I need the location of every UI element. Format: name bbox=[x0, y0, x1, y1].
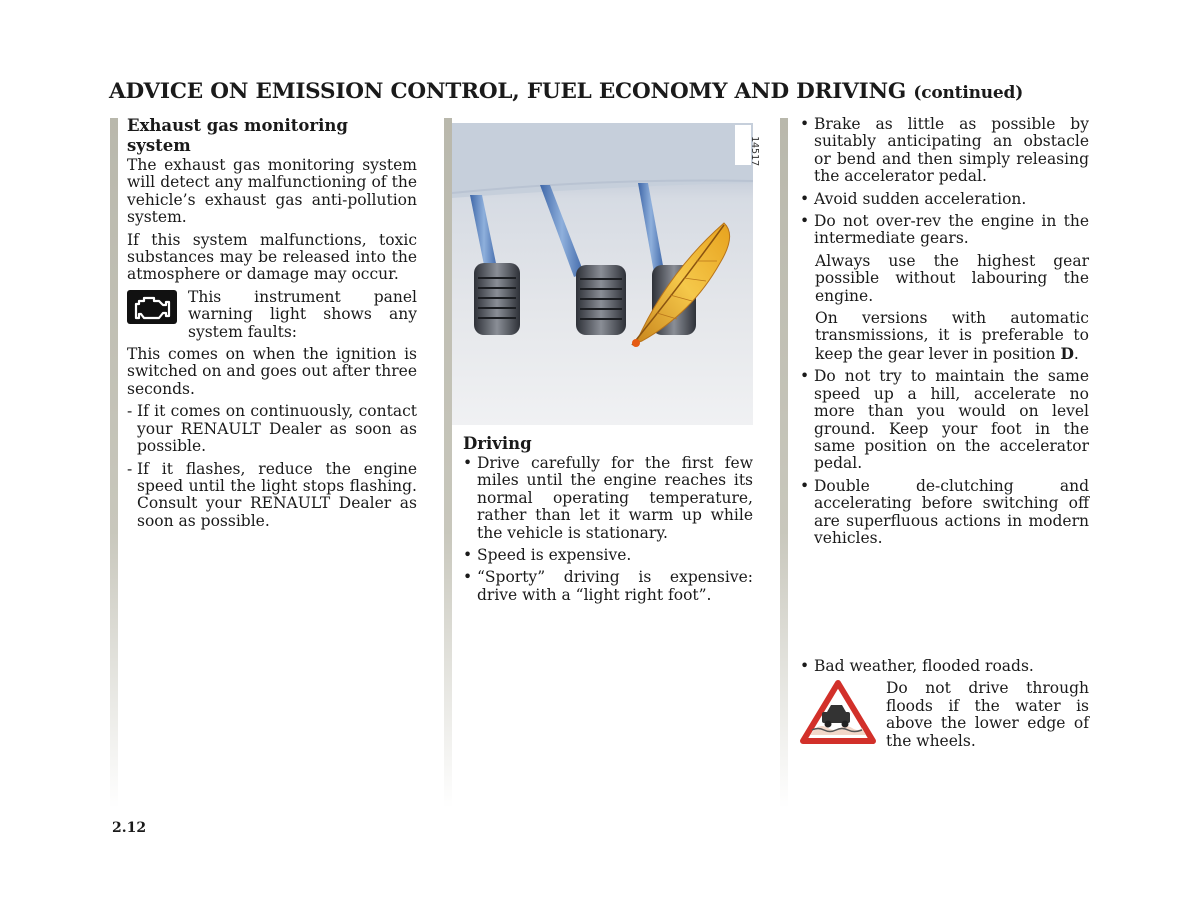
list-item: • “Sporty” driving is expensive: drive with a “light right foot”. bbox=[463, 568, 753, 604]
flood-warning-row bbox=[800, 680, 1089, 750]
paragraph: This comes on when the ignition is switched on and goes out after three seconds. bbox=[127, 345, 417, 398]
figure-code bbox=[738, 127, 760, 167]
section-heading-driving: Driving bbox=[463, 434, 532, 453]
list-item: • Do not try to maintain the same speed up a hill, accelerate no more than you would on level ground. Keep your foot in the same position on the accelerator pedal. bbox=[800, 367, 1089, 473]
pedals-feather-illustration bbox=[452, 123, 753, 425]
right-column-bottom bbox=[800, 658, 1089, 755]
list-item: • Brake as little as possible by suitably anticipating an obstacle or bend and then simply releasing the accelerator pedal. bbox=[800, 115, 1089, 186]
engine-warning-icon bbox=[127, 290, 177, 324]
list-item: • Avoid sudden acceleration. bbox=[800, 189, 1027, 208]
list-item: • Double de-clutching and accelerating before switching off are superfluous actions in modern vehicles. bbox=[800, 476, 1089, 547]
paragraph: Always use the highest gear possible without labouring the engine. bbox=[815, 251, 1089, 305]
column-bar-right bbox=[780, 118, 788, 808]
paragraph: On versions with automatic transmissions, it is preferable to keep the gear lever in position D. bbox=[815, 309, 1089, 363]
title-continued: (continued) bbox=[913, 83, 1024, 103]
right-column bbox=[800, 116, 1089, 552]
list-item: • Do not over-rev the engine in the intermediate gears. bbox=[800, 212, 1089, 248]
section-heading-exhaust: Exhaust gas monitoring system bbox=[127, 116, 348, 155]
list-item: • Speed is expensive. bbox=[463, 546, 632, 565]
page-number: 2.12 bbox=[112, 820, 147, 836]
column-bar-left bbox=[110, 118, 118, 808]
middle-column bbox=[463, 434, 753, 609]
warning-light-text: This instrument panel warning light shows any system faults: bbox=[188, 287, 417, 341]
left-column bbox=[127, 116, 417, 535]
title-main: ADVICE ON EMISSION CONTROL, FUEL ECONOMY AND DRIVING bbox=[109, 79, 907, 104]
paragraph: If this system malfunctions, toxic substances may be released into the atmosphere or damage may occur. bbox=[127, 230, 417, 284]
list-item: • Bad weather, flooded roads. bbox=[800, 657, 1034, 675]
column-bar-middle bbox=[444, 118, 452, 808]
list-item: - If it comes on continuously, contact your RENAULT Dealer as soon as possible. bbox=[127, 402, 417, 456]
paragraph: The exhaust gas monitoring system will detect any malfunctioning of the vehicle’s exhaust gas anti-pollution system. bbox=[127, 156, 417, 227]
warning-light-row bbox=[127, 289, 417, 341]
page-title bbox=[109, 79, 1109, 104]
flood-warning-icon bbox=[800, 680, 876, 744]
svg-text:14517: 14517 bbox=[749, 136, 760, 167]
list-item: - If it flashes, reduce the engine speed until the light stops flashing. Consult your RENAULT Dealer as soon as possible. bbox=[127, 459, 417, 530]
flood-warning-text: Do not drive through floods if the water is above the lower edge of the wheels. bbox=[886, 679, 1089, 750]
list-item: • Drive carefully for the first few miles until the engine reaches its normal operating temperature, rather than let it warm up while the vehicle is stationary. bbox=[463, 454, 753, 542]
